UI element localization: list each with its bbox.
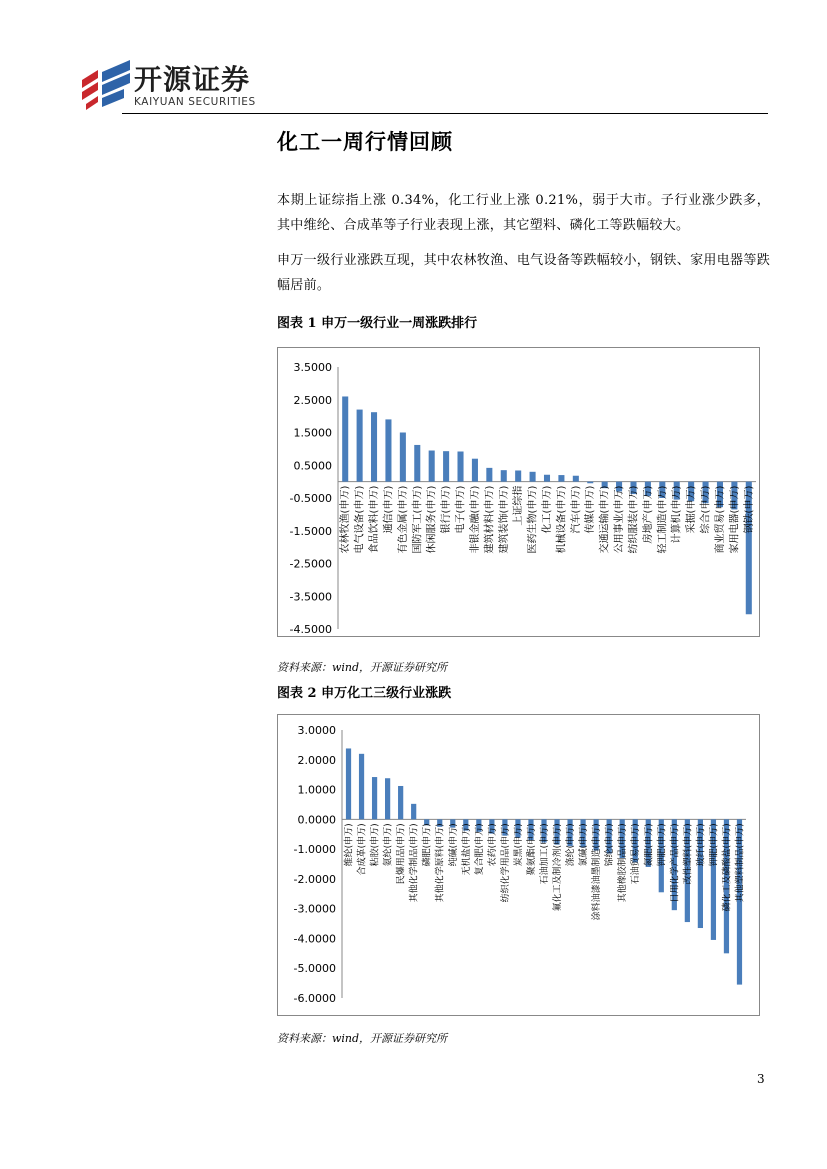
x-category-label: 机械设备(申万) [556,485,568,554]
y-tick-label: 1.0000 [297,783,336,797]
y-tick-label: 0.0000 [297,813,336,827]
bar [429,451,435,482]
y-tick-label: -3.0000 [293,902,336,916]
bar [587,482,593,484]
x-category-label: 医药生物(申万) [527,485,539,554]
bar [443,451,449,481]
y-tick-label: 1.5000 [293,426,332,440]
x-category-label: 涤纶(申万) [566,823,577,867]
page-number: 3 [757,1072,765,1086]
x-category-label: 改性塑料(申万) [683,823,694,885]
x-category-label: 计算机(申万) [671,485,683,544]
bar [558,475,564,482]
logo-mark-icon [80,58,132,112]
brand-name-en: KAIYUAN SECURITIES [134,96,256,108]
x-category-label: 公用事业(申万) [614,485,626,554]
x-category-label: 轻工制造(申万) [657,485,669,554]
figure-1-source: 资料来源：wind，开源证券研究所 [277,661,448,674]
figure-2-title: 图表 2 申万化工三级行业涨跌 [277,686,452,701]
x-category-label: 其他化学制品(申万) [409,823,420,903]
x-category-label: 建筑装饰(申万) [498,485,510,554]
body-paragraph: 申万一级行业涨跌互现，其中农林牧渔、电气设备等跌幅较小，钢铁、家用电器等跌幅居前。 [277,253,770,293]
x-category-label: 民爆用品(申万) [396,823,407,885]
x-category-label: 国防军工(申万) [412,485,424,554]
x-category-label: 电子(申万) [455,485,467,534]
x-category-label: 炭黑(申万) [513,823,524,867]
sw-level1-industry-weekly-chart [278,348,759,636]
y-tick-label: -0.5000 [289,492,332,505]
bar [359,754,364,820]
x-category-label: 氮肥(申万) [644,823,655,867]
page-title: 化工一周行情回顾 [277,129,453,154]
y-tick-label: -2.0000 [293,872,336,886]
x-category-label: 家用电器(申万) [729,485,741,554]
x-category-label: 综合(申万) [700,485,712,534]
x-category-label: 纺织化学用品(申万) [500,823,511,903]
bar [371,412,377,481]
bar [400,433,406,482]
y-tick-label: -2.5000 [289,557,332,571]
bar [398,786,403,819]
x-category-label: 锦纶(申万) [605,823,616,867]
bar [472,459,478,482]
x-category-label: 钢铁(申万) [743,485,755,534]
x-category-label: 石油加工(申万) [540,823,550,885]
kaiyuan-logo [80,58,280,112]
y-tick-label: 3.0000 [297,724,336,737]
x-category-label: 食品饮料(申万) [369,485,381,554]
x-category-label: 纺织服装(申万) [628,485,640,554]
bar [530,472,536,482]
y-tick-label: 2.0000 [297,753,336,767]
figure-2-source: 资料来源：wind，开源证券研究所 [277,1032,448,1045]
x-category-label: 合成革(申万) [357,823,368,876]
x-category-label: 石油贸易(申万) [631,823,642,885]
bar [414,445,420,482]
x-category-label: 休闲服务(申万) [426,485,438,554]
y-tick-label: -6.0000 [293,992,336,1005]
x-category-label: 农药(申万) [487,823,498,867]
y-tick-label: 2.5000 [293,393,332,407]
x-category-label: 日用化学产品(申万) [670,823,681,903]
figure-1-title: 图表 1 申万一级行业一周涨跌排行 [277,316,478,331]
bar [385,778,390,819]
y-tick-label: -5.0000 [293,962,336,976]
y-tick-label: -1.0000 [293,843,336,857]
bar [372,777,377,819]
header-divider [122,113,768,114]
x-category-label: 其他化学原料(申万) [435,823,446,903]
x-category-label: 复合肥(申万) [474,823,485,876]
x-category-label: 建筑材料(申万) [484,485,496,554]
x-category-label: 通信(申万) [383,485,395,534]
x-category-label: 电气设备(申万) [354,485,366,554]
bar [515,470,521,481]
x-category-label: 银行(申万) [441,485,453,534]
y-tick-label: 0.5000 [293,459,332,473]
x-category-label: 氨纶(申万) [383,823,394,867]
x-category-label: 维纶(申万) [344,823,355,867]
y-tick-label: -4.0000 [293,932,336,946]
x-category-label: 涂料油漆油墨制造(申万) [592,823,603,921]
chart-2-frame [277,714,760,1016]
x-category-label: 房地产(申万) [642,485,654,544]
y-tick-label: -1.5000 [289,524,332,538]
bar [357,410,363,482]
x-category-label: 有色金属(申万) [397,485,409,554]
x-category-label: 上证综指 [513,485,525,526]
bar [501,470,507,481]
bar [486,468,492,482]
x-category-label: 氟化工及制冷剂(申万) [553,823,564,912]
y-tick-label: -3.5000 [289,590,332,604]
x-category-label: 纯碱(申万) [448,823,459,867]
x-category-label: 采掘(申万) [686,485,698,534]
sw-chemical-level3-chart [278,715,759,1015]
x-category-label: 玻纤(申万) [696,823,707,867]
x-category-label: 其他橡胶制品(申万) [618,823,629,903]
x-category-label: 磷化工及磷酸盐(申万) [722,823,733,912]
x-category-label: 氯碱(申万) [579,823,590,867]
bar [411,804,416,819]
bar [346,748,351,819]
x-category-label: 商业贸易(申万) [714,485,726,554]
x-category-label: 交通运输(申万) [599,485,611,554]
x-category-label: 传媒(申万) [585,485,597,534]
x-category-label: 汽车(申万) [570,485,582,534]
bar [457,451,463,481]
x-category-label: 农林牧渔(申万) [340,485,352,554]
x-category-label: 粘胶(申万) [370,823,381,867]
bar [573,476,579,482]
x-category-label: 化工(申万) [542,485,553,534]
bar [342,396,348,481]
bar [544,475,550,482]
y-tick-label: -4.5000 [289,623,332,636]
x-category-label: 聚氨酯(申万) [526,823,537,876]
x-category-label: 其他塑料制品(申万) [735,823,746,903]
brand-name-cn: 开源证券 [134,63,251,96]
x-category-label: 非银金融(申万) [469,485,481,554]
x-category-label: 钾肥(申万) [657,823,668,867]
x-category-label: 磷肥(申万) [422,823,433,867]
x-category-label: 无机盐(申万) [461,823,472,876]
bar [385,419,391,481]
x-category-label: 钾肥(申万) [709,823,720,867]
chart-1-frame [277,347,760,637]
y-tick-label: 3.5000 [293,361,332,374]
body-paragraph: 本期上证综指上涨 0.34%，化工行业上涨 0.21%，弱于大市。子行业涨少跌多，其中维纶、合成革等子行业表现上涨，其它塑料、磷化工等跌幅较大。 [277,193,770,233]
